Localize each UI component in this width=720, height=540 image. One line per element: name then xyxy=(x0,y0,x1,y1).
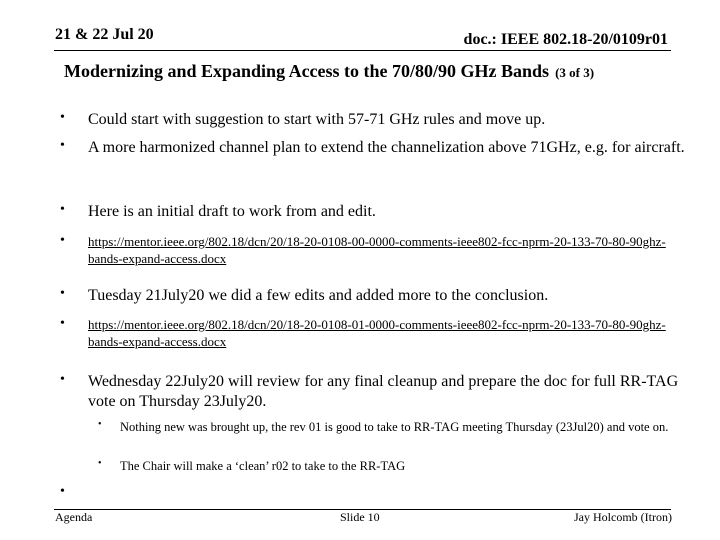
footer-author: Jay Holcomb (Itron) xyxy=(574,510,672,524)
bullet-text: A more harmonized channel plan to extend the channelization above 71GHz, e.g. for aircraft. xyxy=(88,139,685,156)
bullet-icon: • xyxy=(60,286,65,301)
bullet-icon: • xyxy=(60,316,65,331)
slide-title-suffix: (3 of 3) xyxy=(555,65,595,80)
header-date: 21 & 22 Jul 20 xyxy=(55,26,154,43)
footer-slide-number: Slide 10 xyxy=(340,510,380,524)
bullet-text: Could start with suggestion to start with 57-71 GHz rules and move up. xyxy=(88,111,546,128)
draft-r01-link[interactable]: https://mentor.ieee.org/802.18/dcn/20/18-20-0108-01-0000-comments-ieee802-fcc-nprm-20-133-70-80-90ghz-bands-expand-access.docx xyxy=(88,317,666,349)
bullet-icon: • xyxy=(60,233,65,248)
bullet-text: Wednesday 22July20 will review for any final cleanup and prepare the doc for full RR-TAG vote on Thursday 23July20. xyxy=(88,373,679,410)
bullet-text: Here is an initial draft to work from and edit. xyxy=(88,203,376,220)
bullet-icon: • xyxy=(60,202,65,217)
sub-bullet-text: The Chair will make a ‘clean’ r02 to take to the RR-TAG xyxy=(120,459,406,473)
bullet-icon: • xyxy=(60,138,65,153)
header-divider xyxy=(54,50,671,51)
slide-title xyxy=(64,61,594,82)
slide-title-text: Modernizing and Expanding Access to the 70/80/90 GHz Bands xyxy=(64,61,550,81)
bullet-icon: • xyxy=(60,372,65,387)
sub-bullet-icon: • xyxy=(98,458,102,469)
footer-left: Agenda xyxy=(55,510,93,524)
sub-bullet-icon: • xyxy=(98,419,102,430)
bullet-icon: • xyxy=(60,110,65,125)
header-doc-id: doc.: IEEE 802.18-20/0109r01 xyxy=(463,31,668,48)
bullet-icon: • xyxy=(60,484,65,499)
bullet-text: Tuesday 21July20 we did a few edits and added more to the conclusion. xyxy=(88,287,549,304)
sub-bullet-text: Nothing new was brought up, the rev 01 is good to take to RR-TAG meeting Thursday (23Jul20) and vote on. xyxy=(120,420,669,434)
draft-r00-link[interactable]: https://mentor.ieee.org/802.18/dcn/20/18-20-0108-00-0000-comments-ieee802-fcc-nprm-20-133-70-80-90ghz-bands-expand-access.docx xyxy=(88,234,666,266)
